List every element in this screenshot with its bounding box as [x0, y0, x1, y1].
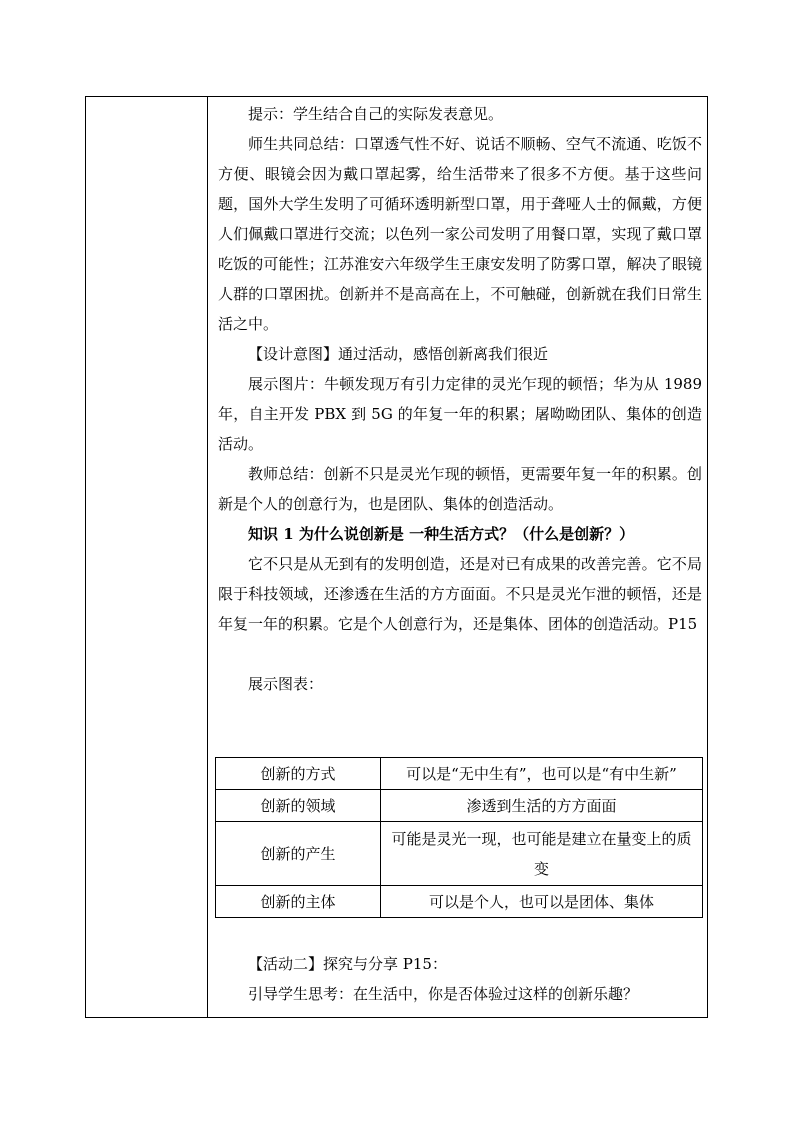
table-cell: 可以是个人，也可以是团体、集体: [381, 886, 703, 918]
teacher-summary-paragraph: 教师总结：创新不只是灵光乍现的顿悟，更需要年复一年的积累。创新是个人的创意行为，也是团队、集体的创造活动。: [218, 465, 702, 513]
table-cell: 创新的主体: [216, 886, 381, 918]
design-intent-paragraph: 【设计意图】通过活动，感悟创新离我们很近: [248, 345, 549, 363]
table-cell: 创新的产生: [216, 822, 381, 886]
table-row: [216, 886, 703, 918]
knowledge-paragraph: 它不只是从无到有的发明创造，还是对已有成果的改善完善。它不局限于科技领域，还渗透在生活的方方面面。不只是灵光乍泄的顿悟，还是年复一年的积累。它是个人创意行为，还是集体、团体的创造活动。P15: [218, 555, 702, 633]
hint-paragraph: 提示：学生结合自己的实际发表意见。: [248, 105, 504, 123]
guide-paragraph: 引导学生思考：在生活中，你是否体验过这样的创新乐趣？: [248, 985, 639, 1003]
table-cell: 创新的领域: [216, 790, 381, 822]
summary-paragraph: 师生共同总结：口罩透气性不好、说话不顺畅、空气不流通、吃饭不方便、眼镜会因为戴口罩起雾，给生活带来了很多不方便。基于这些问题，国外大学生发明了可循环透明新型口罩，用于聋哑人士的佩戴，方便人们佩戴口罩进行交流；以色列一家公司发明了用餐口罩，实现了戴口罩吃饭的可能性；江苏淮安六年级学生王康安发明了防雾口罩，解决了眼镜人群的口罩困扰。创新并不是高高在上，不可触碰，创新就在我们日常生活之中。: [218, 135, 702, 333]
table-row: [216, 758, 703, 790]
table-cell: 可能是灵光一现，也可能是建立在量变上的质变: [381, 822, 703, 886]
activity-two-paragraph: 【活动二】探究与分享 P15：: [248, 955, 447, 973]
table-cell: 可以是“无中生有”，也可以是“有中生新”: [381, 758, 703, 790]
lesson-table: [85, 96, 708, 1018]
show-chart-paragraph: 展示图表：: [248, 675, 324, 693]
knowledge-heading: 知识 1 为什么说创新是 一种生活方式？（什么是创新？）: [248, 525, 635, 543]
innovation-table: [215, 757, 703, 918]
table-cell: 渗透到生活的方方面面: [381, 790, 703, 822]
content-cell: [208, 97, 707, 1017]
left-column: [86, 97, 208, 1017]
show-pictures-paragraph: 展示图片：牛顿发现万有引力定律的灵光乍现的顿悟；华为从 1989年，自主开发 PBX 到 5G 的年复一年的积累；屠呦呦团队、集体的创造活动。: [218, 375, 702, 453]
table-row: [216, 790, 703, 822]
table-cell: 创新的方式: [216, 758, 381, 790]
table-row: [216, 822, 703, 886]
